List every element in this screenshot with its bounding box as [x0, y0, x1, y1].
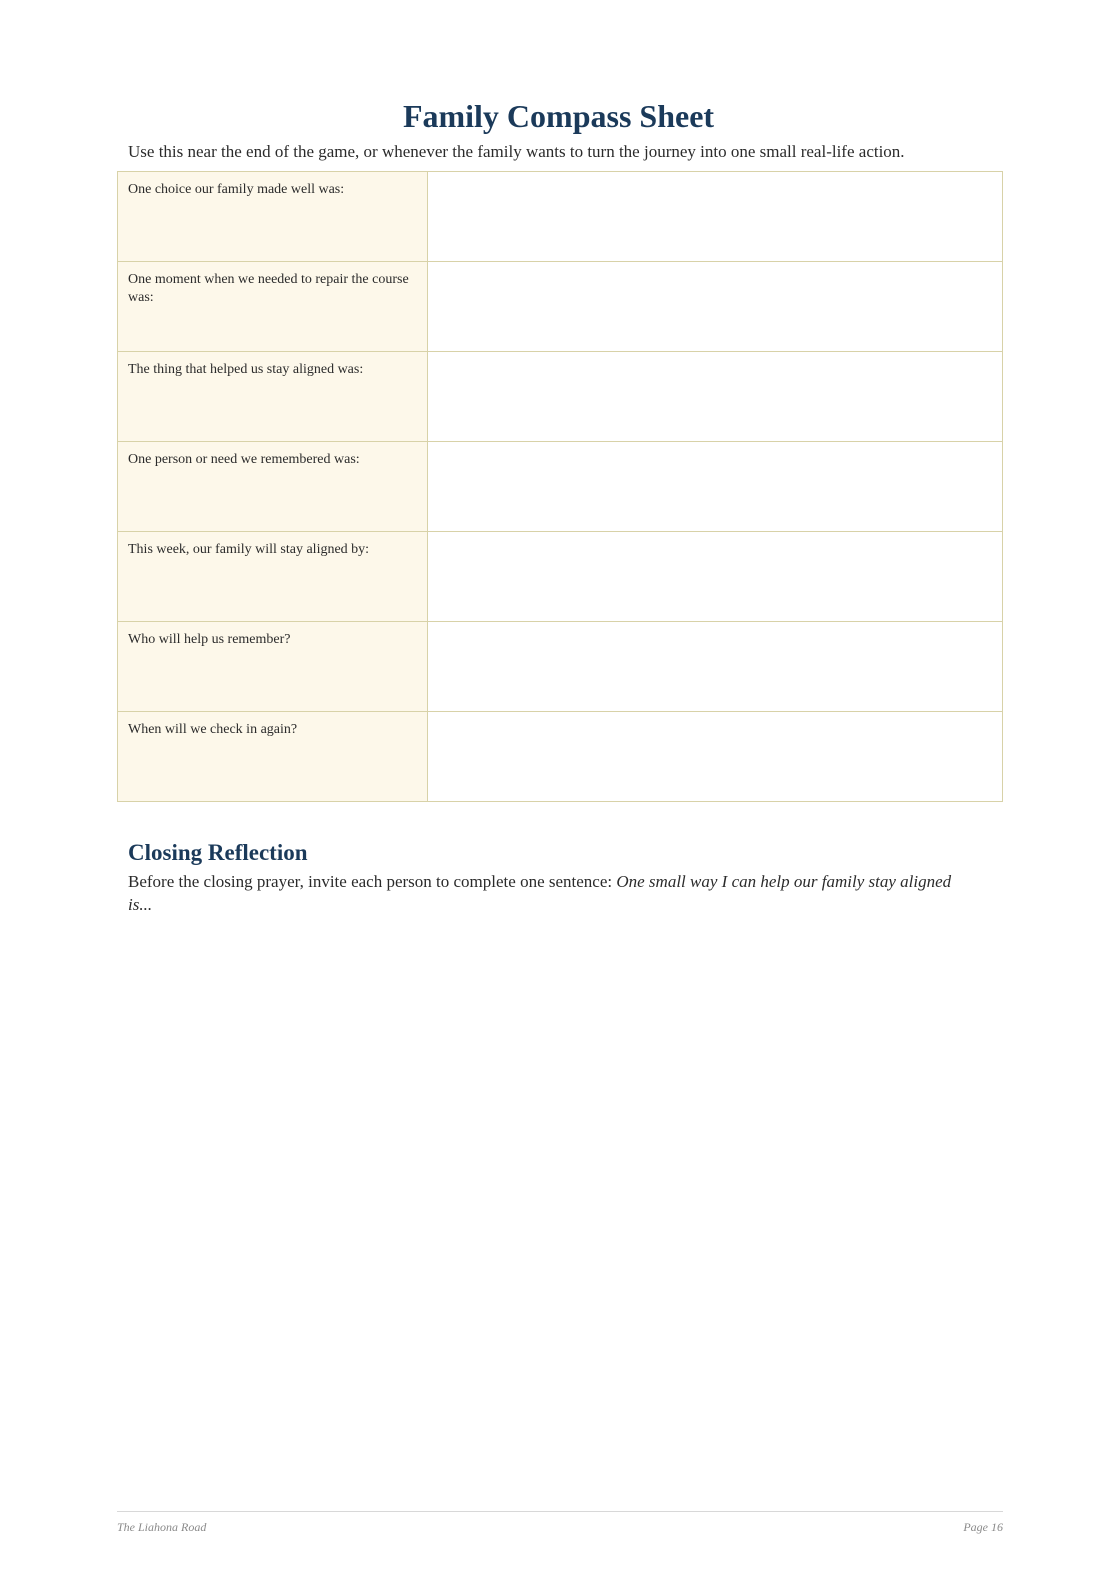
prompt-cell: Who will help us remember? [118, 622, 428, 712]
footer-book-title: The Liahona Road [117, 1520, 207, 1534]
compass-table [117, 171, 1003, 802]
table-row [118, 172, 1003, 262]
prompt-cell: The thing that helped us stay aligned was: [118, 352, 428, 442]
closing-instruction: Before the closing prayer, invite each person to complete one sentence: [128, 872, 617, 891]
answer-cell[interactable] [428, 442, 1003, 532]
prompt-cell: One choice our family made well was: [118, 172, 428, 262]
answer-cell[interactable] [428, 532, 1003, 622]
answer-cell[interactable] [428, 172, 1003, 262]
table-row [118, 352, 1003, 442]
sentence-starter: One small way I can help our family stay aligned is... [128, 872, 952, 914]
intro-text: Use this near the end of the game, or whenever the family wants to turn the journey into one small real-life action. [128, 142, 905, 161]
prompt-cell: This week, our family will stay aligned by: [118, 532, 428, 622]
answer-cell[interactable] [428, 262, 1003, 352]
table-row [118, 532, 1003, 622]
table-row [118, 712, 1003, 802]
prompt-cell: One moment when we needed to repair the course was: [118, 262, 428, 352]
closing-reflection-text [128, 870, 978, 916]
footer-divider [117, 1511, 1003, 1512]
table-row [118, 622, 1003, 712]
prompt-cell: One person or need we remembered was: [118, 442, 428, 532]
prompt-cell: When will we check in again? [118, 712, 428, 802]
answer-cell[interactable] [428, 352, 1003, 442]
answer-cell[interactable] [428, 622, 1003, 712]
page-title: Family Compass Sheet [402, 98, 715, 134]
table-row [118, 442, 1003, 532]
footer-page-number: Page 16 [963, 1520, 1003, 1534]
table-row [118, 262, 1003, 352]
closing-reflection-heading: Closing Reflection [128, 840, 308, 865]
answer-cell[interactable] [428, 712, 1003, 802]
